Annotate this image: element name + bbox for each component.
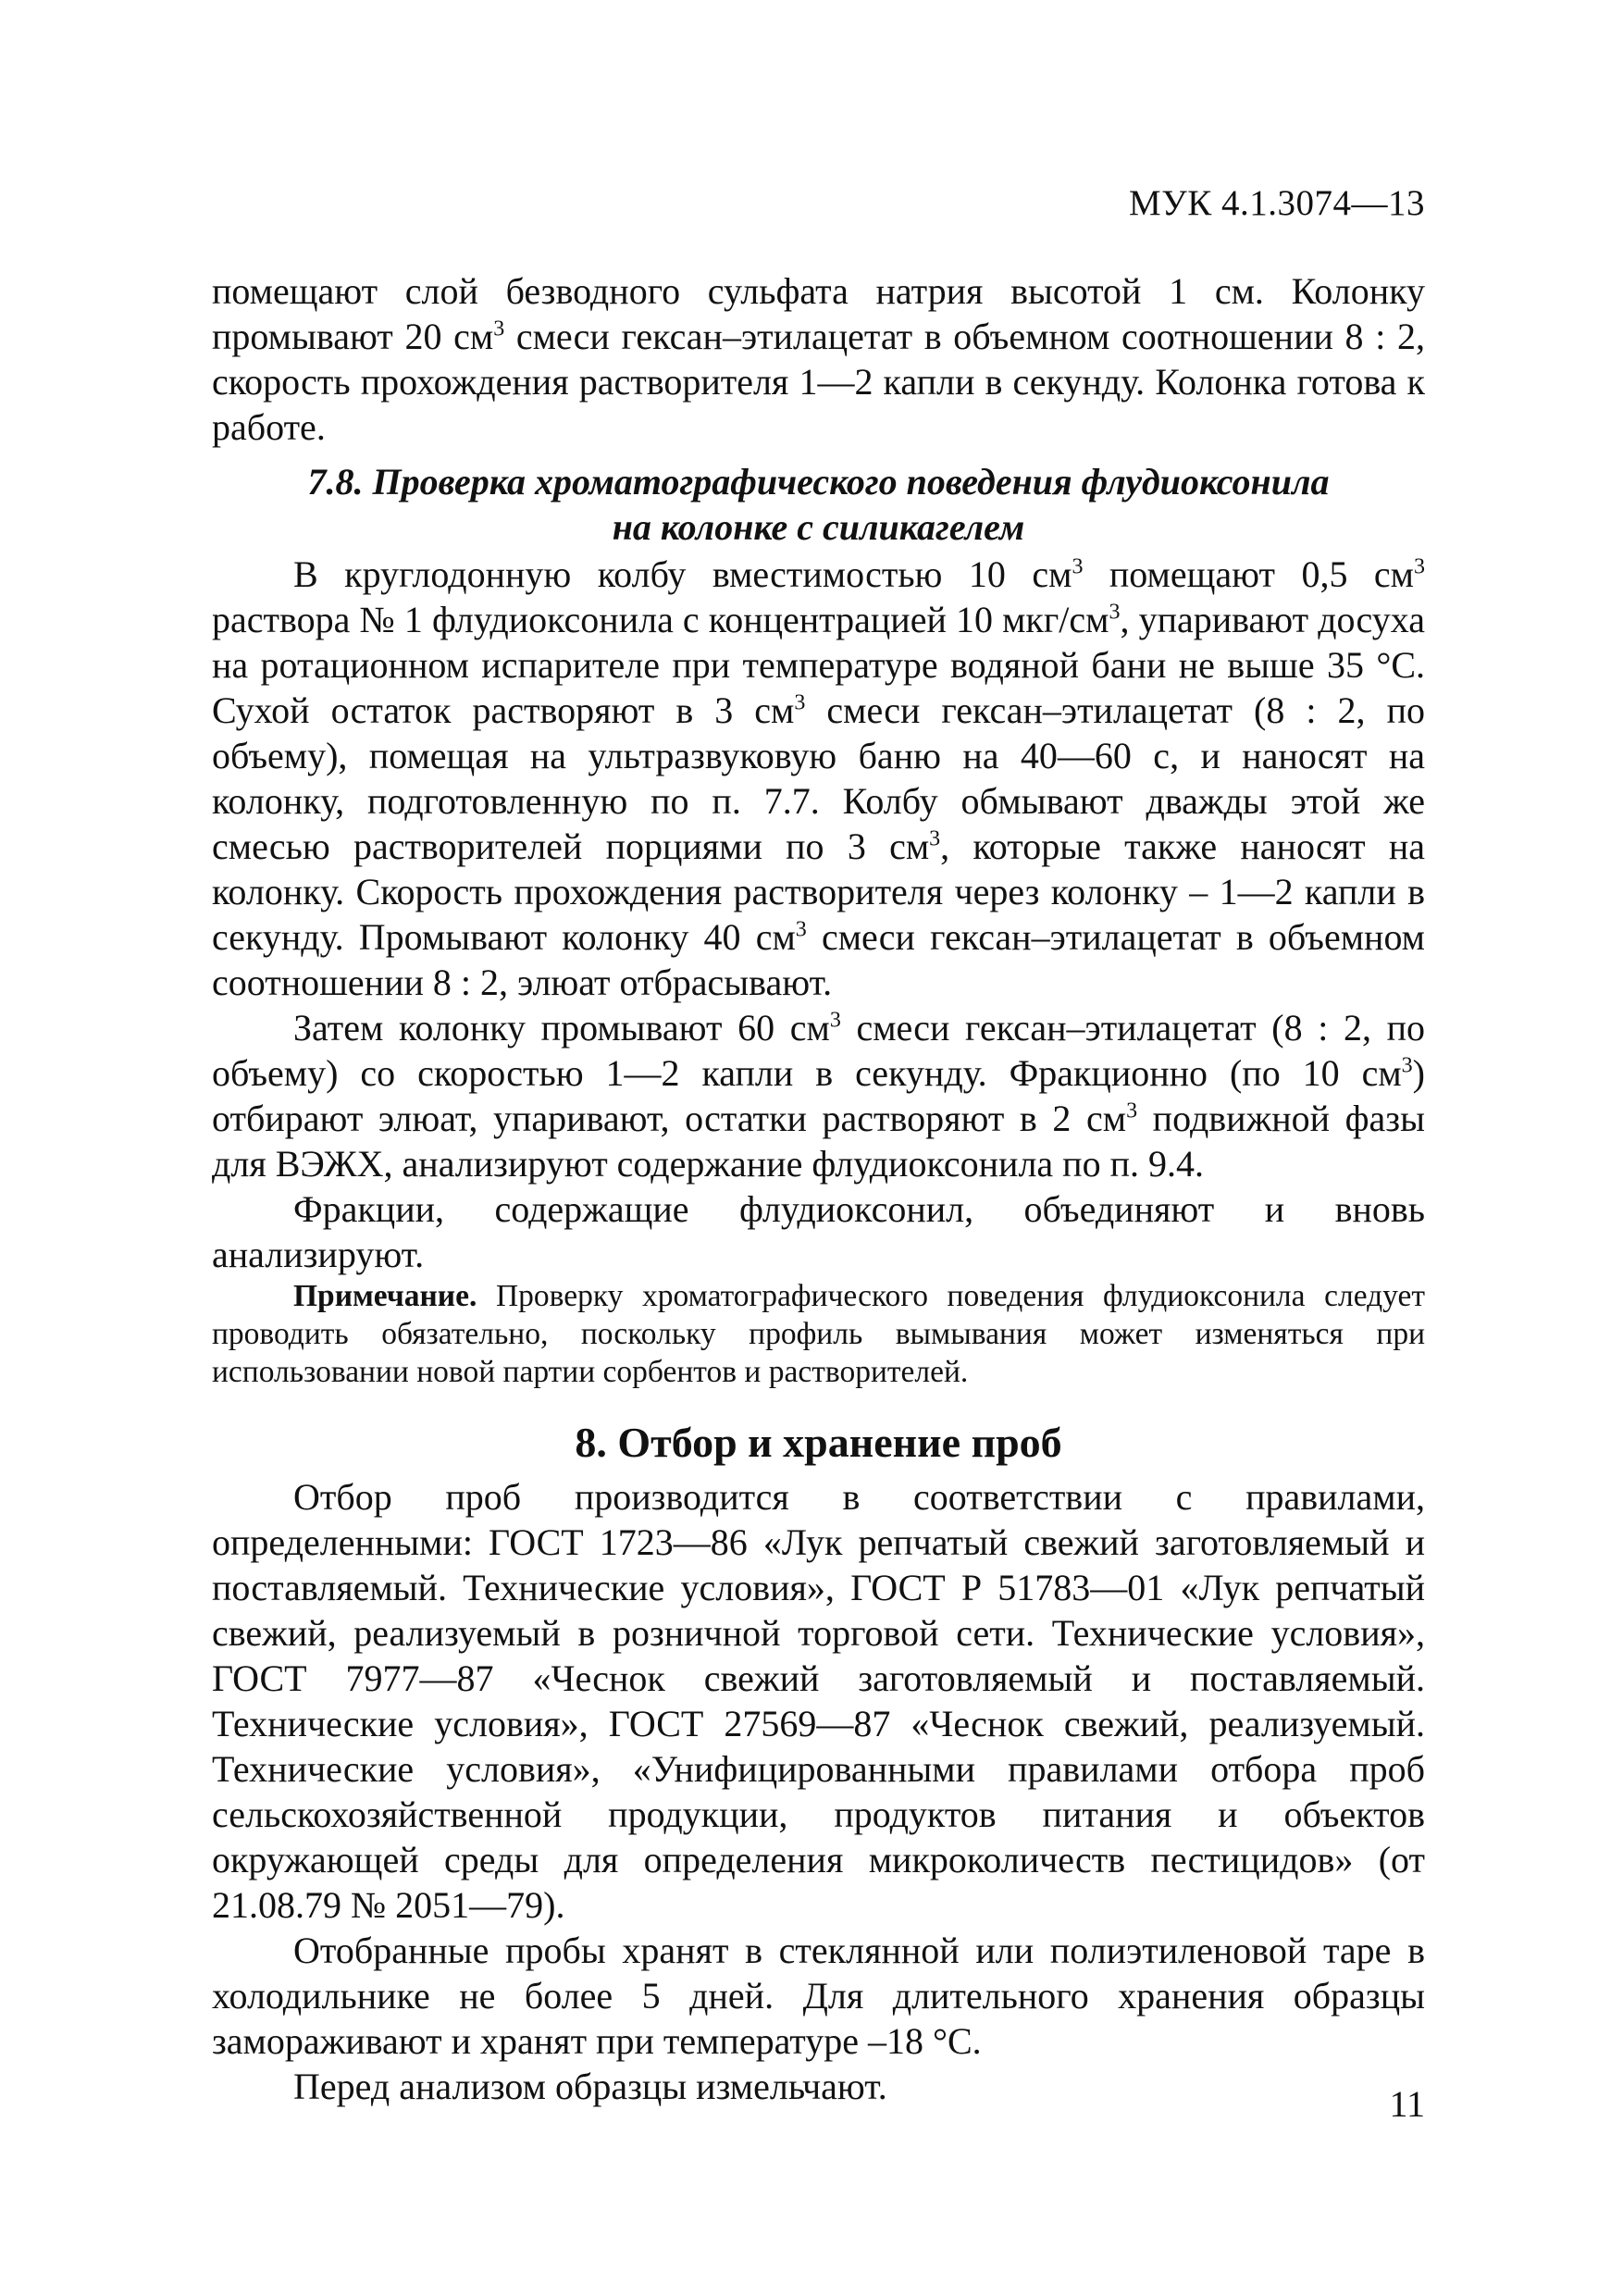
paragraph-7-8-1: В круглодонную колбу вместимостью 10 $см^3$ помещают 0,5 $см^3$ раствора № 1 флудиоксонила с концентрацией 10 мкг/$см^3$, упаривают досуха на ротационном испарителе при температуре водяной бани не выше 35 °С. Сухой остаток растворяют в 3 $см^3$ смеси гексан–этилацетат (8 : 2, по объему), помещая на ультразвуковую баню на 40—60 с, и наносят на колонку, подготовленную по п. 7.7. Колбу обмывают дважды этой же смесью растворителей порциями по 3 $см^3$, которые также наносят на колонку. Скорость прохождения растворителя через колонку – 1—2 капли в секунду. Промывают колонку 40 $см^3$ смеси гексан–этилацетат в объемном соотношении 8 : 2, элюат отбрасывают. (212, 553, 1426, 1003)
subsection-title-7-8 (212, 459, 1425, 550)
paragraph-8-1: Отбор проб производится в соответствии с правилами, определенными: ГОСТ 1723—86 «Лук репчатый свежий заготовляемый и поставляемый. Технические условия», ГОСТ Р 51783—01 «Лук репчатый свежий, реализуемый в розничной торговой сети. Технические условия», ГОСТ 7977—87 «Чеснок свежий заготовляемый и поставляемый. Технические условия», ГОСТ 27569—87 «Чеснок свежий, реализуемый. Технические условия», «Унифицированными правилами отбора проб сельскохозяйственной продукции, продуктов питания и объектов окружающей среды для определения микроколичеств пестицидов» (от 21.08.79 № 2051—79). (212, 1476, 1425, 1926)
paragraph-7-8-2: Затем колонку промывают 60 $см^3$ смеси гексан–этилацетат (8 : 2, по объему) со скоростью 1—2 капли в секунду. Фракционно (по 10 $см^3$) отбирают элюат, упаривают, остатки растворяют в 2 $см^3$ подвижной фазы для ВЭЖХ, анализируют содержание флудиоксонила по п. 9.4. (212, 1007, 1426, 1185)
paragraph-8-3: Перед анализом образцы измельчают. (293, 2066, 887, 2107)
paragraph-7-8-3: Фракции, содержащие флудиоксонил, объединяют и вновь анализируют. (212, 1188, 1425, 1275)
page-body (212, 268, 1425, 2109)
note-text: Проверку хроматографического поведения флудиоксонила следует проводить обязательно, поскольку профиль вымывания может изменяться при использовании новой партии сорбентов и растворителей. (212, 1279, 1425, 1389)
paragraph-8-2: Отобранные пробы хранят в стеклянной или полиэтиленовой таре в холодильнике не более 5 дней. Для длительного хранения образцы замораживают и хранят при температуре –18 °С. (212, 1930, 1425, 2062)
note-label: Примечание. (293, 1279, 477, 1313)
section-title-8: 8. Отбор и хранение проб (575, 1419, 1062, 1466)
page-number: 11 (1389, 2083, 1425, 2125)
note (212, 1277, 1425, 1391)
document-code-header: МУК 4.1.3074—13 (1128, 183, 1425, 223)
paragraph-intro: помещают слой безводного сульфата натрия высотой 1 см. Колонку промывают 20 $см^3$ смеси гексан–этилацетат в объемном соотношении 8 : 2, скорость прохождения растворителя 1—2 капли в секунду. Колонка готова к работе. (212, 270, 1425, 448)
subsection-title-line-2: на колонке с силикагелем (612, 506, 1025, 548)
subsection-title-line-1: 7.8. Проверка хроматографического поведения флудиоксонила (307, 461, 1330, 503)
